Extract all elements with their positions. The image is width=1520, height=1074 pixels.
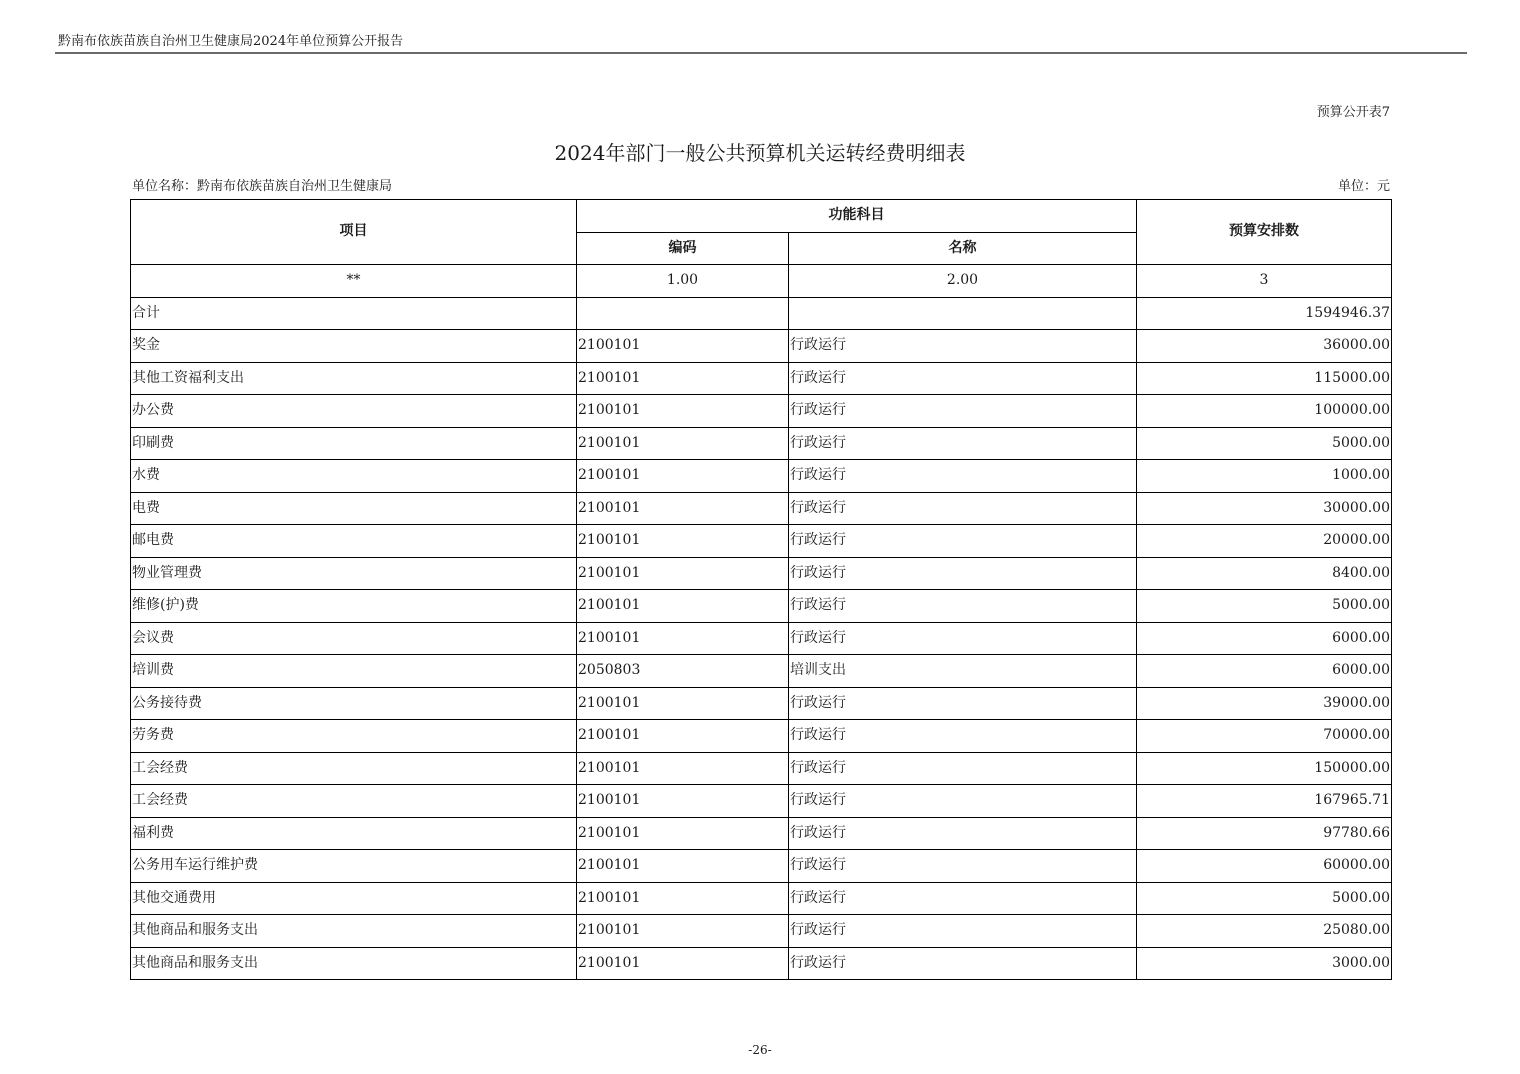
table-row (131, 460, 1392, 493)
cell-name: 培训支出 (789, 655, 1137, 688)
cell-name: 行政运行 (789, 882, 1137, 915)
header-item: 项目 (131, 200, 577, 265)
cell-amount: 70000.00 (1137, 720, 1392, 753)
cell-name: 行政运行 (789, 427, 1137, 460)
cell-item: 培训费 (131, 655, 577, 688)
cell-name: 行政运行 (789, 752, 1137, 785)
cell-item: 水费 (131, 460, 577, 493)
cell-code: 2100101 (577, 882, 789, 915)
index-name: 2.00 (789, 265, 1137, 298)
cell-name: 行政运行 (789, 785, 1137, 818)
cell-code: 2100101 (577, 395, 789, 428)
cell-code: 2100101 (577, 590, 789, 623)
cell-amount: 5000.00 (1137, 882, 1392, 915)
cell-item: 工会经费 (131, 752, 577, 785)
page-title: 2024年部门一般公共预算机关运转经费明细表 (554, 141, 966, 165)
cell-item: 福利费 (131, 817, 577, 850)
table-row (131, 590, 1392, 623)
cell-code: 2050803 (577, 655, 789, 688)
table-row (131, 947, 1392, 980)
cell-amount: 150000.00 (1137, 752, 1392, 785)
cell-amount: 8400.00 (1137, 557, 1392, 590)
cell-name: 行政运行 (789, 720, 1137, 753)
cell-item: 其他工资福利支出 (131, 362, 577, 395)
cell-item: 公务接待费 (131, 687, 577, 720)
currency-unit: 单位：元 (1337, 179, 1390, 194)
cell-code: 2100101 (577, 362, 789, 395)
cell-code: 2100101 (577, 687, 789, 720)
header-divider (55, 52, 1467, 54)
table-row (131, 882, 1392, 915)
cell-item: 工会经费 (131, 785, 577, 818)
cell-code: 2100101 (577, 817, 789, 850)
cell-item: 邮电费 (131, 525, 577, 558)
cell-name: 行政运行 (789, 915, 1137, 948)
budget-table (130, 199, 1392, 980)
cell-amount: 20000.00 (1137, 525, 1392, 558)
cell-item: 其他商品和服务支出 (131, 947, 577, 980)
header-code: 编码 (577, 232, 789, 265)
cell-code: 2100101 (577, 492, 789, 525)
cell-amount: 36000.00 (1137, 330, 1392, 363)
cell-name: 行政运行 (789, 330, 1137, 363)
cell-code: 2100101 (577, 915, 789, 948)
cell-name: 行政运行 (789, 525, 1137, 558)
cell-item: 公务用车运行维护费 (131, 850, 577, 883)
header-name: 名称 (789, 232, 1137, 265)
table-row (131, 330, 1392, 363)
cell-name: 行政运行 (789, 395, 1137, 428)
cell-name: 行政运行 (789, 492, 1137, 525)
index-code: 1.00 (577, 265, 789, 298)
cell-item: 印刷费 (131, 427, 577, 460)
table-number: 预算公开表7 (1316, 105, 1390, 120)
header-row-top (131, 200, 1392, 233)
table-row (131, 395, 1392, 428)
cell-amount: 6000.00 (1137, 622, 1392, 655)
table-row (131, 915, 1392, 948)
cell-amount: 115000.00 (1137, 362, 1392, 395)
table-row (131, 687, 1392, 720)
cell-code: 2100101 (577, 752, 789, 785)
cell-amount: 167965.71 (1137, 785, 1392, 818)
cell-code: 2100101 (577, 850, 789, 883)
table-row (131, 655, 1392, 688)
cell-item: 物业管理费 (131, 557, 577, 590)
table-row (131, 850, 1392, 883)
cell-amount: 5000.00 (1137, 590, 1392, 623)
table-row (131, 427, 1392, 460)
cell-amount: 3000.00 (1137, 947, 1392, 980)
cell-amount: 97780.66 (1137, 817, 1392, 850)
table-row (131, 492, 1392, 525)
total-row (131, 297, 1392, 330)
cell-name: 行政运行 (789, 817, 1137, 850)
cell-code (577, 297, 789, 330)
running-header: 黔南布依族苗族自治州卫生健康局2024年单位预算公开报告 (58, 34, 404, 49)
cell-code: 2100101 (577, 557, 789, 590)
table-row (131, 557, 1392, 590)
cell-amount: 39000.00 (1137, 687, 1392, 720)
header-function-subject: 功能科目 (577, 200, 1137, 233)
index-item: ** (131, 265, 577, 298)
cell-code: 2100101 (577, 622, 789, 655)
cell-code: 2100101 (577, 947, 789, 980)
unit-name: 单位名称：黔南布依族苗族自治州卫生健康局 (132, 179, 393, 194)
cell-item: 会议费 (131, 622, 577, 655)
page-number: -26- (748, 1043, 772, 1057)
cell-amount: 1000.00 (1137, 460, 1392, 493)
cell-item: 电费 (131, 492, 577, 525)
cell-code: 2100101 (577, 525, 789, 558)
header-amount: 预算安排数 (1137, 200, 1392, 265)
cell-code: 2100101 (577, 785, 789, 818)
table-row (131, 362, 1392, 395)
cell-amount: 5000.00 (1137, 427, 1392, 460)
table-row (131, 752, 1392, 785)
index-amount: 3 (1137, 265, 1392, 298)
cell-name: 行政运行 (789, 590, 1137, 623)
cell-item: 维修(护)费 (131, 590, 577, 623)
table-row (131, 817, 1392, 850)
cell-amount: 25080.00 (1137, 915, 1392, 948)
cell-name: 行政运行 (789, 850, 1137, 883)
cell-item: 奖金 (131, 330, 577, 363)
table-row (131, 785, 1392, 818)
table-body (131, 265, 1392, 980)
cell-code: 2100101 (577, 720, 789, 753)
cell-item: 其他交通费用 (131, 882, 577, 915)
cell-amount: 1594946.37 (1137, 297, 1392, 330)
cell-name: 行政运行 (789, 362, 1137, 395)
cell-name: 行政运行 (789, 557, 1137, 590)
cell-name: 行政运行 (789, 460, 1137, 493)
cell-item: 合计 (131, 297, 577, 330)
index-row (131, 265, 1392, 298)
cell-item: 办公费 (131, 395, 577, 428)
cell-name: 行政运行 (789, 622, 1137, 655)
cell-code: 2100101 (577, 427, 789, 460)
table-header (131, 200, 1392, 265)
cell-name (789, 297, 1137, 330)
cell-amount: 100000.00 (1137, 395, 1392, 428)
cell-name: 行政运行 (789, 687, 1137, 720)
table-row (131, 525, 1392, 558)
cell-code: 2100101 (577, 330, 789, 363)
cell-code: 2100101 (577, 460, 789, 493)
cell-name: 行政运行 (789, 947, 1137, 980)
cell-amount: 30000.00 (1137, 492, 1392, 525)
cell-item: 劳务费 (131, 720, 577, 753)
table-row (131, 622, 1392, 655)
cell-item: 其他商品和服务支出 (131, 915, 577, 948)
cell-amount: 60000.00 (1137, 850, 1392, 883)
table-row (131, 720, 1392, 753)
cell-amount: 6000.00 (1137, 655, 1392, 688)
